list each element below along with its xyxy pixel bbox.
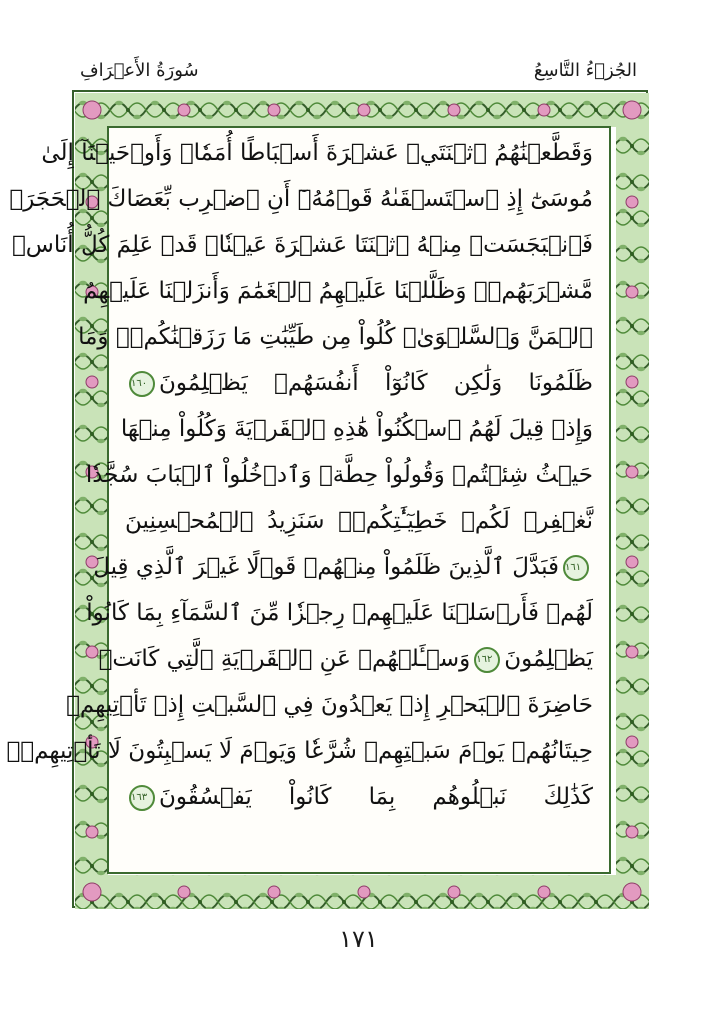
surah-name: سُورَةُ الأَعۡرَافِ — [80, 60, 199, 81]
page-number: ١٧١ — [339, 925, 378, 953]
verse-line: يَظۡلِمُونَ١٦٢وَسۡـَٔلۡهُمۡ عَنِ ٱلۡقَرۡيَةِ ٱلَّتِي كَانَتۡ — [98, 646, 593, 672]
ayah-marker: ١٦٢ — [474, 647, 500, 673]
ayah-marker: ١٦١ — [563, 555, 589, 581]
verse-line: مُوسَىٰٓ إِذِ ٱسۡتَسۡقَىٰهُ قَوۡمُهُۥٓ أَنِ ٱضۡرِب بِّعَصَاكَ ٱلۡحَجَرَۖ — [9, 186, 593, 212]
verse-line: حِيتَانُهُمۡ يَوۡمَ سَبۡتِهِمۡ شُرَّعٗا وَيَوۡمَ لَا يَسۡبِتُونَ لَا تَأۡتِيهِمۡۚ — [6, 738, 593, 764]
verse-line: وَقَطَّعۡنَٰهُمُ ٱثۡنَتَيۡ عَشۡرَةَ أَسۡبَاطًا أُمَمٗاۚ وَأَوۡحَيۡنَآ إِلَىٰ — [41, 140, 593, 166]
verse-line: لَهُمۡ فَأَرۡسَلۡنَا عَلَيۡهِمۡ رِجۡزٗا مِّنَ ٱلسَّمَآءِ بِمَا كَانُواْ — [86, 600, 593, 626]
verse-line: كَذَٰلِكَ نَبۡلُوهُم بِمَا كَانُواْ يَفۡسُقُونَ١٦٣ — [131, 784, 593, 810]
verse-line: حَاضِرَةَ ٱلۡبَحۡرِ إِذۡ يَعۡدُونَ فِي ٱلسَّبۡتِ إِذۡ تَأۡتِيهِمۡ — [66, 692, 593, 718]
ayah-marker: ١٦٠ — [129, 371, 155, 397]
verse-line: مَّشۡرَبَهُمۡۚ وَظَلَّلۡنَا عَلَيۡهِمُ ٱلۡغَمَٰمَ وَأَنزَلۡنَا عَلَيۡهِمُ — [83, 278, 593, 304]
ayah-marker: ١٦٣ — [129, 785, 155, 811]
verse-line: ظَلَمُونَا وَلَٰكِن كَانُوٓاْ أَنفُسَهُمۡ يَظۡلِمُونَ١٦٠ — [131, 370, 593, 396]
verse-line: فَٱنۢبَجَسَتۡ مِنۡهُ ٱثۡنَتَا عَشۡرَةَ عَيۡنٗاۖ قَدۡ عَلِمَ كُلُّ أُنَاسٖ — [11, 232, 593, 258]
quran-text-area — [6, 126, 611, 874]
verse-line: نَّغۡفِرۡ لَكُمۡ خَطِيٓـَٰٔتِكُمۡۚ سَنَزِيدُ ٱلۡمُحۡسِنِينَ — [125, 508, 593, 534]
verse-line: ١٦١فَبَدَّلَ ٱلَّذِينَ ظَلَمُواْ مِنۡهُمۡ قَوۡلًا غَيۡرَ ٱلَّذِي قِيلَ — [125, 547, 593, 587]
verse-line: حَيۡثُ شِئۡتُمۡ وَقُولُواْ حِطَّةٞ وَٱدۡخُلُواْ ٱلۡبَابَ سُجَّدٗا — [85, 462, 593, 488]
verse-line: وَإِذۡ قِيلَ لَهُمُ ٱسۡكُنُواْ هَٰذِهِ ٱلۡقَرۡيَةَ وَكُلُواْ مِنۡهَا — [120, 416, 593, 442]
verse-line: ٱلۡمَنَّ وَٱلسَّلۡوَىٰۖ كُلُواْ مِن طَيِّبَٰتِ مَا رَزَقۡنَٰكُمۡۚ وَمَا — [78, 324, 593, 350]
juz-name: الجُزۡءُ التَّاسِعُ — [533, 60, 637, 81]
